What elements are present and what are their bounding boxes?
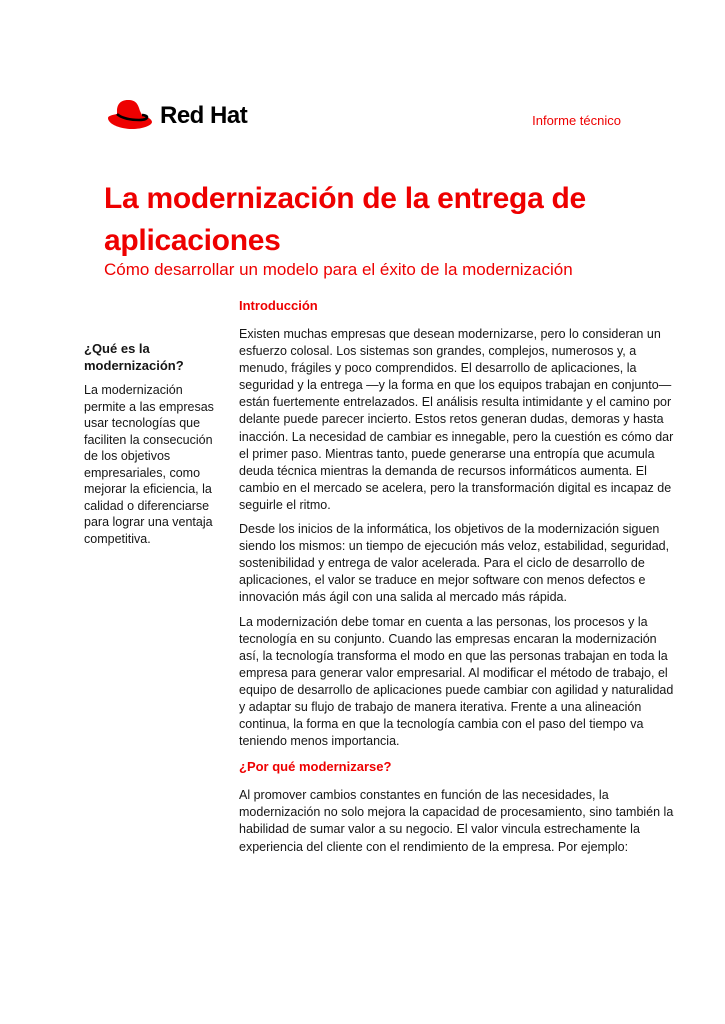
document-type-label: Informe técnico <box>532 113 621 128</box>
red-hat-logo <box>106 98 247 134</box>
intro-paragraph-2: Desde los inicios de la informática, los objetivos de la modernización siguen siendo los mismos: un tiempo de ejecución más veloz, estabilidad, seguridad, sostenibilidad y entrega de valor acelerada. Para el ciclo de desarrollo de aplicaciones, el valor se traduce en mejor software con menos defectos e innovación más ágil con una salida al mercado más rápida. <box>239 522 670 605</box>
sidebar-callout <box>84 340 224 547</box>
page-subtitle: Cómo desarrollar un modelo para el éxito de la modernización <box>104 260 573 279</box>
why-paragraph: Al promover cambios constantes en función de las necesidades, la modernización no solo mejora la capacidad de procesamiento, sino también la habilidad de sumar valor a su negocio. El valor vincula estrechamente la experiencia del cliente con el rendimiento de la empresa. Por ejemplo: <box>239 788 674 854</box>
main-content <box>239 296 679 863</box>
sidebar-heading: ¿Qué es la modernización? <box>84 341 184 373</box>
sidebar-body: La modernización permite a las empresas usar tecnologías que faciliten la consecución de los objetivos empresariales, como mejorar la eficiencia, la calidad o diferenciarse para lograr una ventaja competitiva. <box>84 383 214 546</box>
brand-name: Red Hat <box>160 102 248 129</box>
page-title: La modernización de la entrega de aplicaciones <box>104 182 586 257</box>
why-heading: ¿Por qué modernizarse? <box>239 759 392 775</box>
intro-paragraph-1: Existen muchas empresas que desean modernizarse, pero lo consideran un esfuerzo colosal. Los sistemas son grandes, complejos, numerosos y, a menudo, frágiles y poco comprendidos. El desarrollo de aplicaciones, la seguridad y la entrega —y la forma en que los equipos trabajan en conjunto— están fuertemente entrelazados. El análisis resulta intimidante y el camino por delante puede parecer incierto. Estos retos generan dudas, demoras y hasta inacción. La necesidad de cambiar es innegable, pero la cuestión es cómo dar el primer paso. Mientras tanto, puede generarse una entropía que acumula deuda técnica mientras la demanda de recursos informáticos aumenta. El cambio en el mercado se acelera, pero la transformación digital es incapaz de seguirle el ritmo. <box>239 327 674 512</box>
intro-paragraph-3: La modernización debe tomar en cuenta a las personas, los procesos y la tecnología en su conjunto. Cuando las empresas encaran la modernización así, la tecnología transforma el modo en que las personas trabajan en toda la empresa para generar valor empresarial. Al modificar el método de trabajo, el equipo de desarrollo de aplicaciones puede cambiar con agilidad y naturalidad y adaptar su flujo de trabajo de manera iterativa. Frente a una alineación continua, la forma en que la tecnología cambia con el paso del tiempo va teniendo menos importancia. <box>239 614 674 749</box>
red-hat-icon <box>106 98 154 134</box>
intro-heading: Introducción <box>239 298 318 313</box>
